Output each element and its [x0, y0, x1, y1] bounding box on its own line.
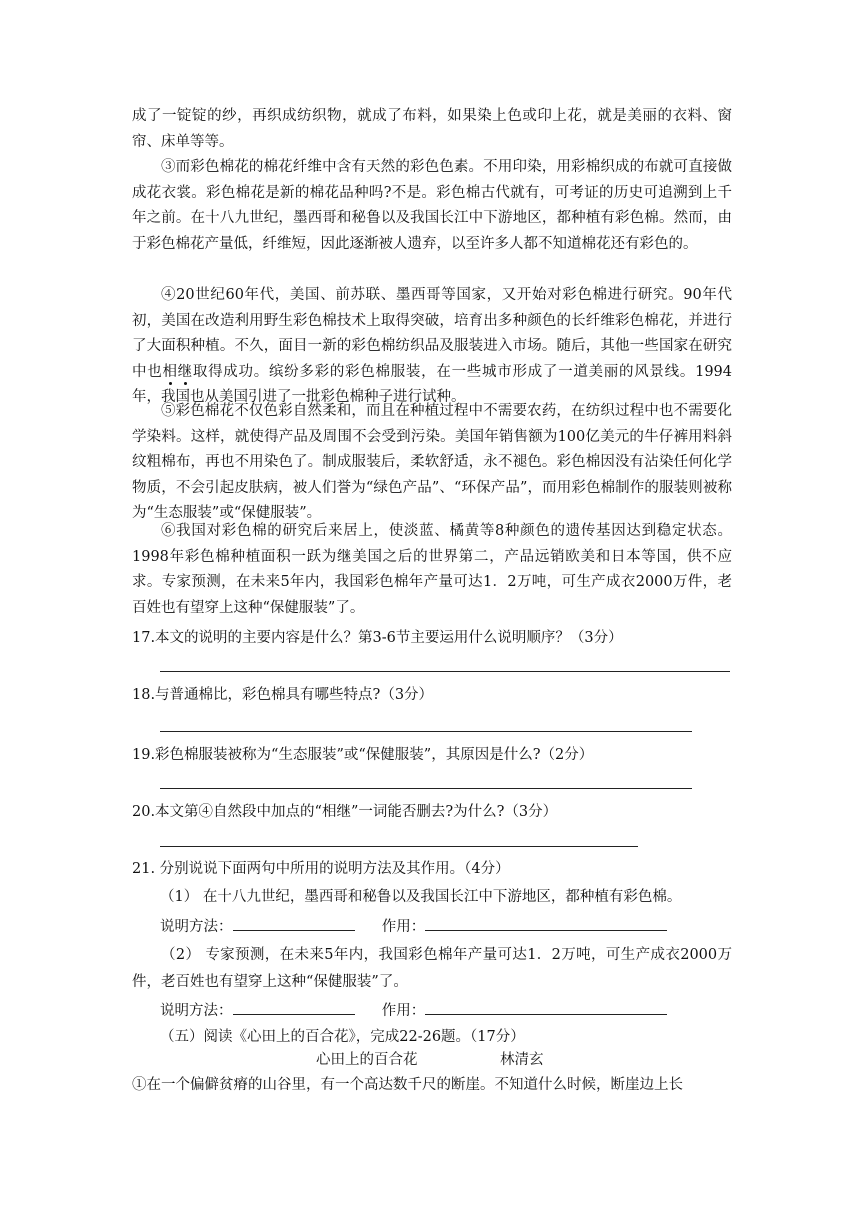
- answer-line-19[interactable]: [160, 788, 692, 789]
- article-paragraph-1: ①在一个偏僻贫瘠的山谷里，有一个高达数千尺的断崖。不知道什么时候，断崖边上长: [132, 1077, 683, 1093]
- question-19: 19.彩色棉服装被称为“生态服装”或“保健服装”，其原因是什么?（2分）: [132, 747, 594, 763]
- effect-blank-2[interactable]: [425, 1000, 667, 1015]
- paragraph-6: ⑥我国对彩色棉的研究后来居上，使淡蓝、橘黄等8种颜色的遗传基因达到稳定状态。1998年彩色棉种植面积一跃为继美国之后的世界第二，产品远销欧美和日本等国，供不应求。专家预测，在未来5年内，我国彩色棉年产量可达1．2万吨，可生产成衣2000万件，老百姓也有望穿上这种“保健服装”了。: [132, 523, 732, 616]
- effect-blank-1[interactable]: [425, 916, 667, 931]
- question-21-item-2: （2） 专家预测，在未来5年内，我国彩色棉年产量可达1．2万吨，可生产成衣2000万件，老百姓也有望穿上这种“保健服装”了。: [132, 947, 732, 990]
- answer-line-20[interactable]: [160, 846, 638, 847]
- section-5-heading: （五）阅读《心田上的百合花》，完成22-26题。（17分）: [160, 1029, 525, 1045]
- question-18: 18.与普通棉比，彩色棉具有哪些特点?（3分）: [132, 687, 434, 703]
- paragraph-4: ④20世纪60年代，美国、前苏联、墨西哥等国家，又开始对彩色棉进行研究。90年代初，美国在改造利用野生彩色棉技术上取得突破，培育出多种颜色的长纤维彩色棉花，并进行了大面积种植。不久，面目一新的彩色棉纺织品及服装进入市场。随后，其他一些国家在研究中也相继取得成功。缤纷多彩的彩色棉服装，在一些城市形成了一道美丽的风景线。1994年，我国也从美国引进了一批彩色棉种子进行试种。: [132, 287, 732, 405]
- method-label: 说明方法：: [160, 919, 233, 935]
- article-author: 林清玄: [500, 1052, 544, 1068]
- paragraph-continued: 成了一锭锭的纱，再织成纺织物，就成了布料，如果染上色或印上花，就是美丽的衣料、窗帘、床单等等。: [132, 108, 732, 150]
- answer-row-1: [160, 916, 667, 938]
- method-blank-1[interactable]: [233, 916, 355, 931]
- method-label: 说明方法：: [160, 1003, 233, 1019]
- question-20: 20.本文第④自然段中加点的“相继”一词能否删去?为什么?（3分）: [132, 804, 558, 820]
- effect-label: 作用：: [381, 919, 426, 935]
- effect-label: 作用：: [381, 1003, 426, 1019]
- answer-line-17[interactable]: [160, 671, 730, 672]
- paragraph-5: ⑤彩色棉花不仅色彩自然柔和，而且在种植过程中不需要农药，在纺织过程中也不需要化学染料。这样，就使得产品及周围不会受到污染。美国年销售额为100亿美元的牛仔裤用料斜纹粗棉布，再也不用染色了。制成服装后，柔软舒适，永不褪色。彩色棉因没有沾染任何化学物质，不会引起皮肤病，被人们誉为“绿色产品”、“环保产品”，而用彩色棉制作的服装则被称为“生态服装”或“保健服装”。: [132, 403, 732, 521]
- question-21-item-1: （1） 在十八九世纪，墨西哥和秘鲁以及我国长江中下游地区，都种植有彩色棉。: [160, 889, 682, 905]
- emphasis-dot-xiang: 相: [162, 363, 178, 380]
- paragraph-3: ③而彩色棉花的棉花纤维中含有天然的彩色色素。不用印染，用彩棉织成的布就可直接做成花衣裳。彩色棉花是新的棉花品种吗?不是。彩色棉古代就有，可考证的历史可追溯到上千年之前。在十八九世纪，墨西哥和秘鲁以及我国长江中下游地区，都种植有彩色棉。然而，由于彩色棉花产量低，纤维短，因此逐渐被人遗弃，以至许多人都不知道棉花还有彩色的。: [132, 159, 732, 252]
- question-21: 21. 分别说说下面两句中所用的说明方法及其作用。（4分）: [132, 861, 510, 877]
- answer-row-2: [160, 1000, 667, 1022]
- method-blank-2[interactable]: [233, 1000, 355, 1015]
- answer-line-18[interactable]: [160, 731, 692, 732]
- question-17: 17.本文的说明的主要内容是什么？第3-6节主要运用什么说明顺序？（3分）: [132, 630, 623, 646]
- article-title: 心田上的百合花: [316, 1052, 418, 1068]
- emphasis-dot-ji: 继: [177, 363, 193, 380]
